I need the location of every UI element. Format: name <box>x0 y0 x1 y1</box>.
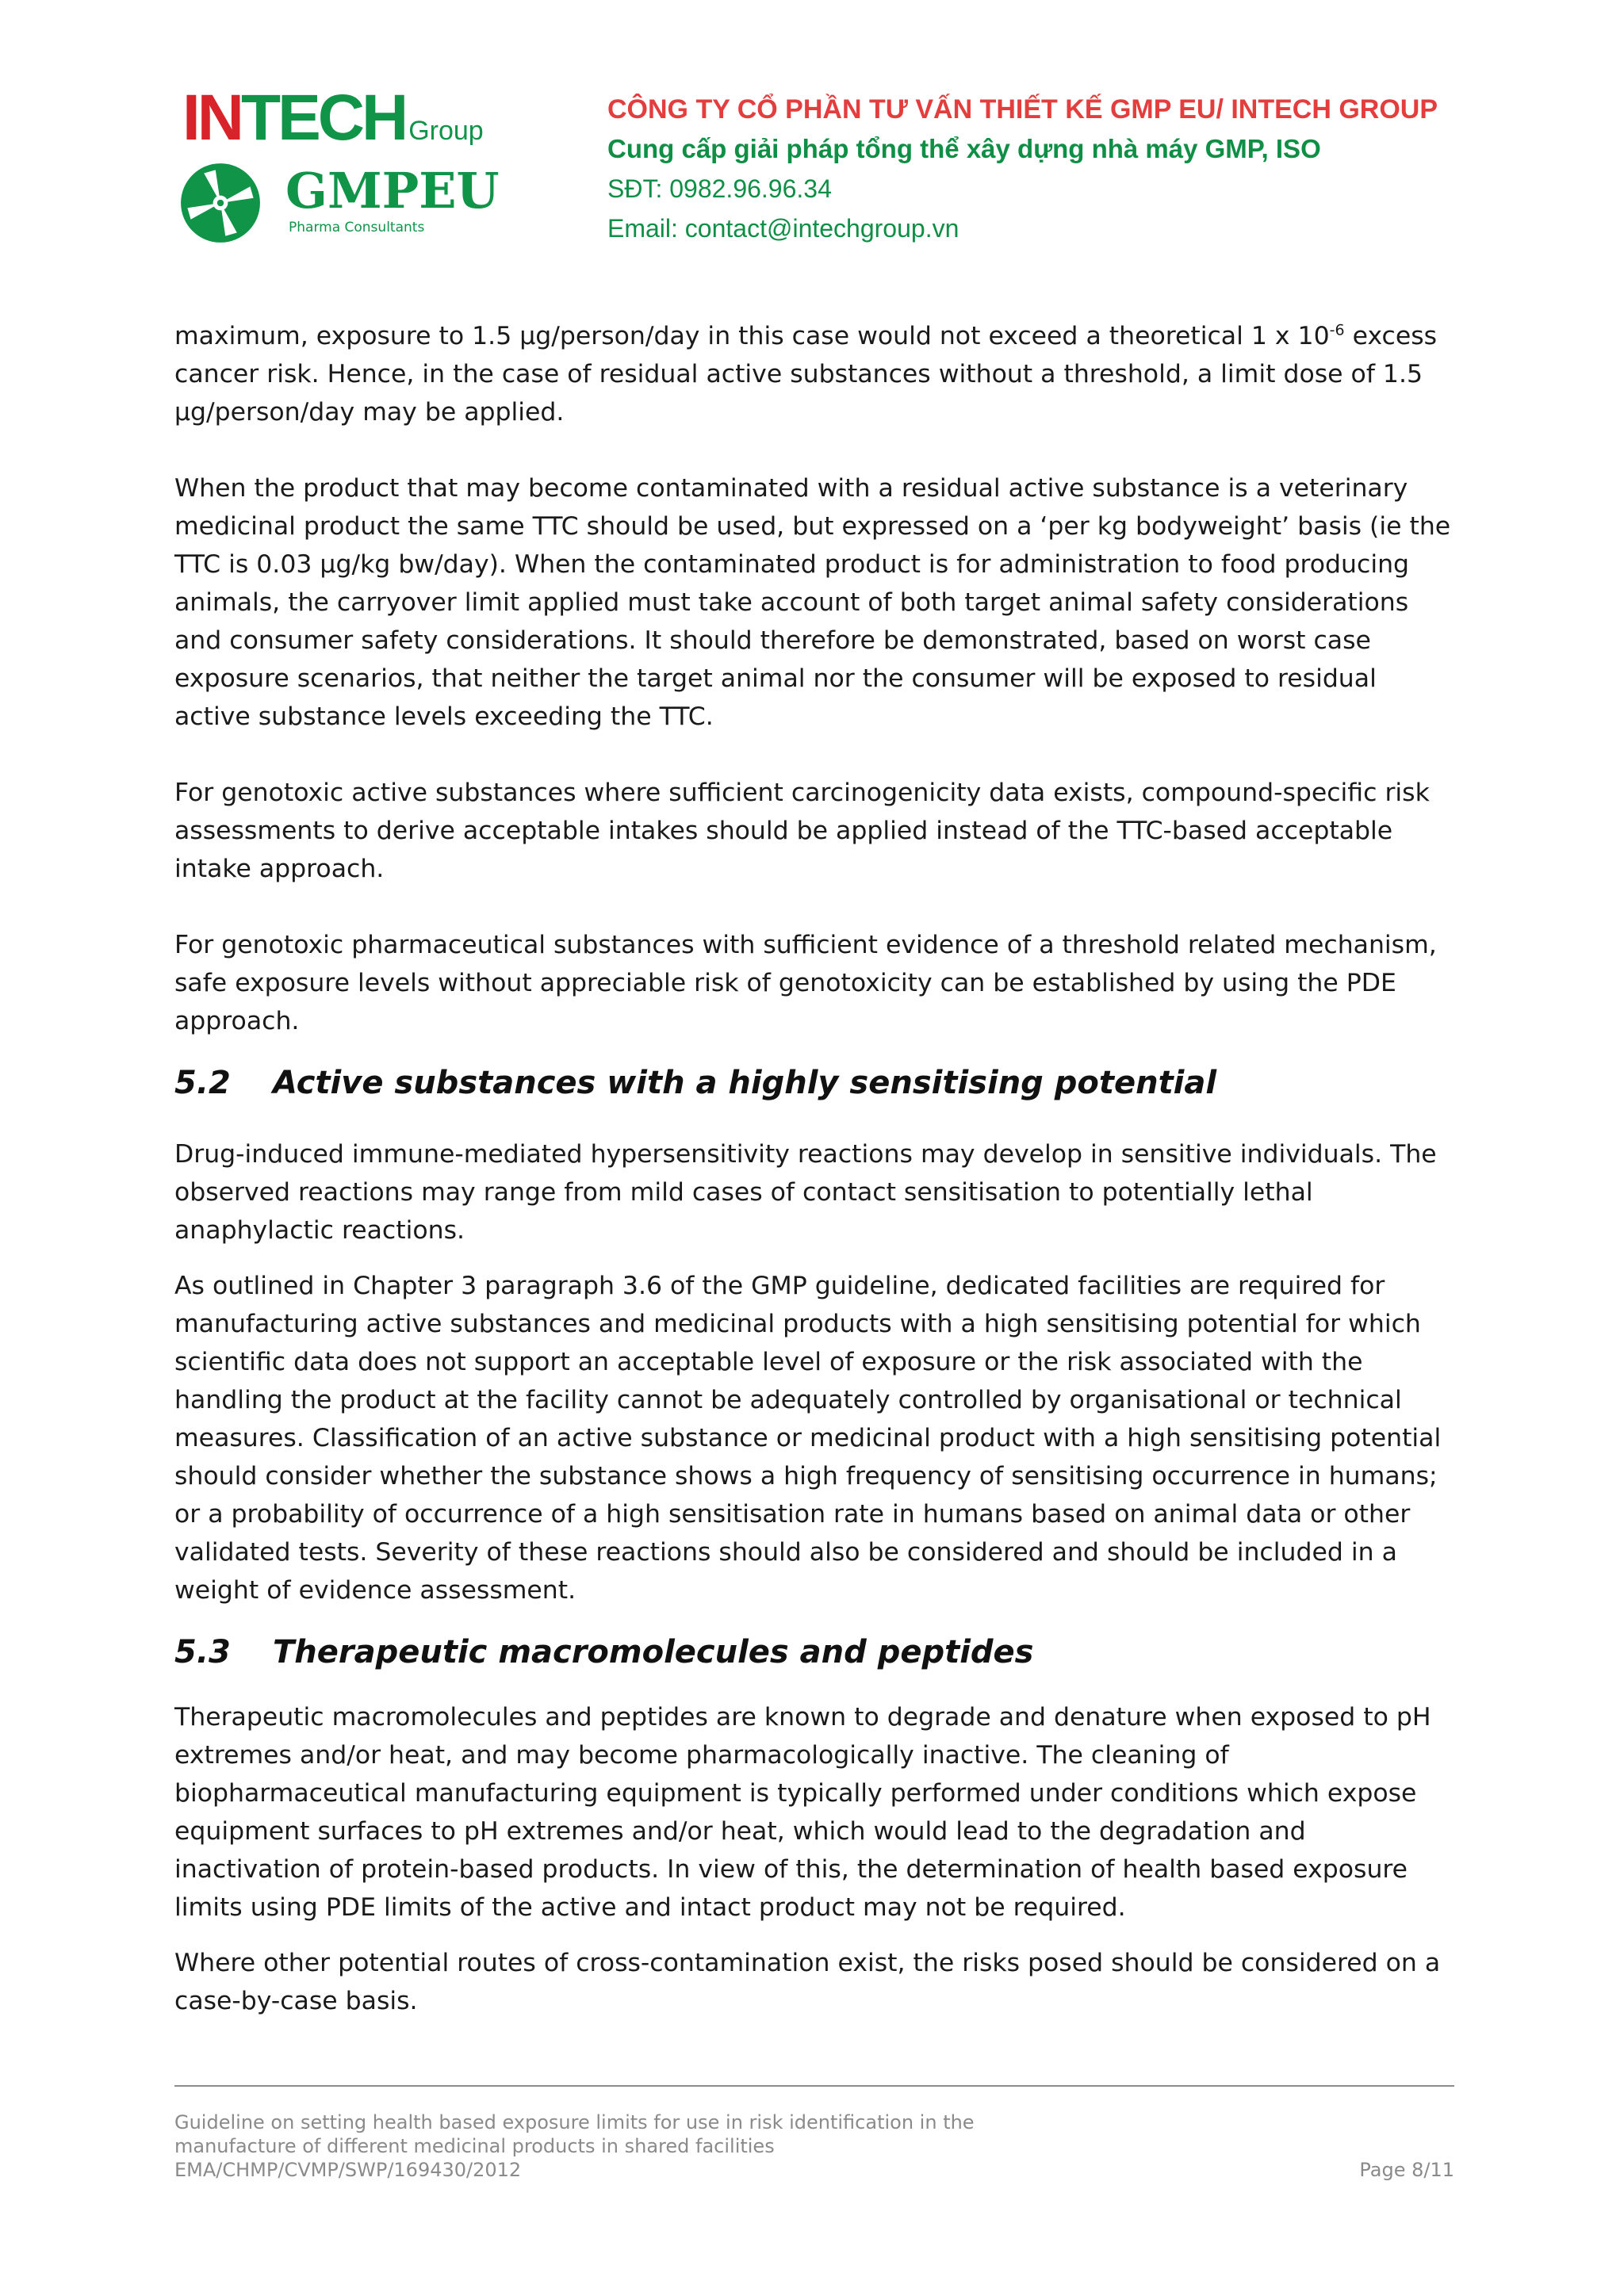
paragraph-sensitising-facilities: As outlined in Chapter 3 paragraph 3.6 of the GMP guideline, dedicated facilities are required for manufacturing active substances and medicinal products with a high sensitising potential for which scientific data does not support an acceptable level of exposure or the risk associated with the handling the product at the facility cannot be adequately controlled by organisational or technical measures. Classification of an active substance or medicinal product with a high sensitising potential should consider whether the substance shows a high frequency of sensitising occurrence in humans; or a probability of occurrence of a high sensitisation rate in humans based on animal data or other validated tests. Severity of these reactions should also be considered and should be included in a weight of evidence assessment. <box>174 1272 1442 1605</box>
company-header <box>607 94 1438 252</box>
paragraph-threshold-dose: maximum, exposure to 1.5 µg/person/day in this case would not exceed a theoretical 1 x $10^{-6}$ excess cancer risk. Hence, in the case of residual active substances without a threshold, a limit dose of 1.5 µg/person/day may be applied. <box>174 321 1438 427</box>
header-logos <box>176 79 500 262</box>
footer-guideline-title-line2: manufacture of different medicinal products in shared facilities <box>174 2135 775 2157</box>
company-email: Email: contact@intechgroup.vn <box>607 214 959 243</box>
paragraph-genotoxic-carcinogenicity: For genotoxic active substances where sufficient carcinogenicity data exists, compound-specific risk assessments to derive acceptable intakes should be applied instead of the TTC-based acceptable intake approach. <box>174 779 1430 883</box>
paragraph-hypersensitivity: Drug-induced immune-mediated hypersensitivity reactions may develop in sensitive individuals. The observed reactions may range from mild cases of contact sensitisation to potentially lethal anaphylactic reactions. <box>174 1140 1437 1245</box>
company-name: CÔNG TY CỔ PHẦN TƯ VẤN THIẾT KẾ GMP EU/ INTECH GROUP <box>607 94 1438 124</box>
company-tagline: Cung cấp giải pháp tổng thể xây dựng nhà máy GMP, ISO <box>607 134 1321 163</box>
gmpeu-emblem-icon <box>179 162 262 244</box>
footer-guideline-title-line1: Guideline on setting health based exposure limits for use in risk identification in the <box>174 2111 975 2133</box>
page-number: Page 8/11 <box>1359 2159 1454 2181</box>
paragraph-cross-contamination: Where other potential routes of cross-contamination exist, the risks posed should be considered on a case-by-case basis. <box>174 1949 1441 2015</box>
paragraph-veterinary-ttc: When the product that may become contaminated with a residual active substance is a veterinary medicinal product the same TTC should be used, but expressed on a ‘per kg bodyweight’ basis (ie the TTC is 0.03 µg/kg bw/day). When the contaminated product is for administration to food producing animals, the carryover limit applied must take account of both target animal safety considerations and consumer safety considerations. It should therefore be demonstrated, based on worst case exposure scenarios, that neither the target animal nor the consumer will be exposed to residual active substance levels exceeding the TTC. <box>174 474 1451 731</box>
paragraph-macromolecules: Therapeutic macromolecules and peptides are known to degrade and denature when exposed to pH extremes and/or heat, and may become pharmacologically inactive. The cleaning of biopharmaceutical manufacturing equipment is typically performed under conditions which expose equipment surfaces to pH extremes and/or heat, which would lead to the degradation and inactivation of protein-based products. In view of this, the determination of health based exposure limits using PDE limits of the active and intact product may not be required. <box>174 1703 1431 1922</box>
company-phone: SĐT: 0982.96.96.34 <box>607 174 832 203</box>
section-heading-5-2: 5.2 Active substances with a highly sensitising potential <box>174 1065 1217 1101</box>
paragraph-genotoxic-threshold: For genotoxic pharmaceutical substances with sufficient evidence of a threshold related mechanism, safe exposure levels without appreciable risk of genotoxicity can be established by using the PDE approach. <box>174 931 1437 1035</box>
document-body <box>174 317 1459 2020</box>
section-heading-5-3: 5.3 Therapeutic macromolecules and peptides <box>174 1634 1034 1670</box>
intech-group-logo: INTECH Group <box>182 82 484 154</box>
footer-divider <box>174 2085 1454 2087</box>
footer-document-reference: EMA/CHMP/CVMP/SWP/169430/2012 <box>174 2159 522 2181</box>
gmpeu-logo-subtitle: Pharma Consultants <box>289 220 425 235</box>
gmpeu-logo-text: GMPEU <box>285 162 500 220</box>
page-footer <box>174 2110 1454 2182</box>
